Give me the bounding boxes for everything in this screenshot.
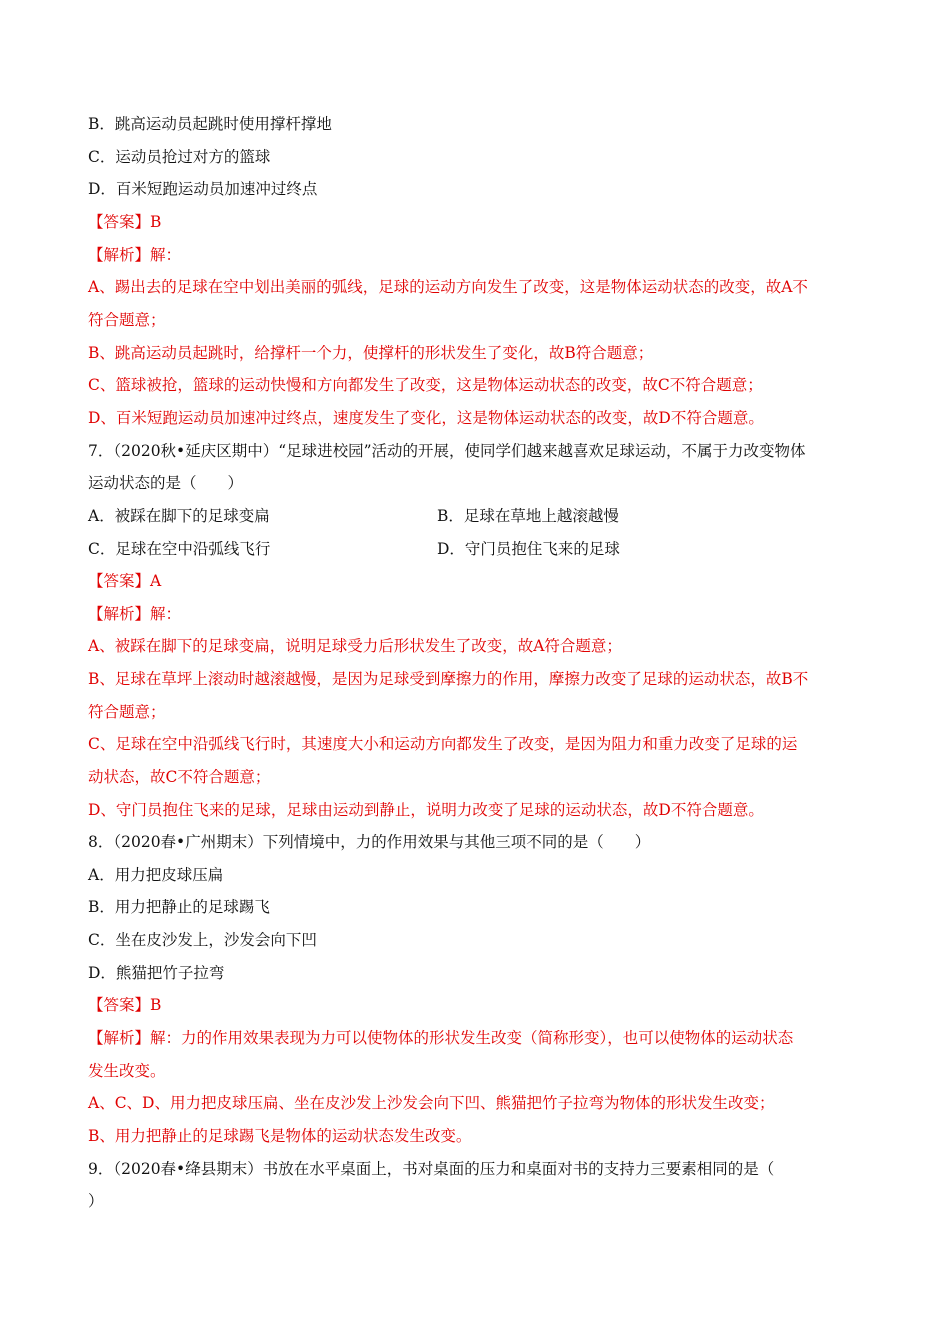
q7-analysis-line: 符合题意； [88, 703, 166, 721]
q9-stem: 9．（2020春•绛县期末）书放在水平桌面上，书对桌面的压力和桌面对书的支持力三要素相同的是（ [88, 1160, 775, 1178]
q7-analysis-line: B、足球在草坪上滚动时越滚越慢，是因为足球受到摩擦力的作用，摩擦力改变了足球的运动状态，故B不 [88, 670, 809, 688]
q7-analysis-header [88, 603, 181, 625]
answer-value: A [150, 572, 162, 590]
q7-option-b: B．足球在草地上越滚越慢 [437, 507, 619, 525]
q6-analysis-line: A、踢出去的足球在空中划出美丽的弧线，足球的运动方向发生了改变，这是物体运动状态的改变，故A不 [88, 278, 808, 296]
q6-answer [88, 211, 161, 233]
q8-option-c: C．坐在皮沙发上，沙发会向下凹 [88, 931, 317, 949]
analysis-tag: 【解析】 [88, 246, 151, 264]
q6-option-d: D．百米短跑运动员加速冲过终点 [88, 180, 318, 198]
q8-analysis-line: B、用力把静止的足球踢飞是物体的运动状态发生改变。 [88, 1127, 472, 1145]
q7-analysis-line: 动状态，故C不符合题意； [88, 768, 271, 786]
q6-analysis-line: D、百米短跑运动员加速冲过终点，速度发生了变化，这是物体运动状态的改变，故D不符合题意。 [88, 409, 764, 427]
q6-option-b: B．跳高运动员起跳时使用撑杆撑地 [88, 115, 332, 133]
q7-analysis-line: A、被踩在脚下的足球变扁，说明足球受力后形状发生了改变，故A符合题意； [88, 637, 622, 655]
q8-stem: 8．（2020春•广州期末）下列情境中，力的作用效果与其他三项不同的是（ ） [88, 833, 651, 851]
q8-option-b: B．用力把静止的足球踢飞 [88, 898, 270, 916]
answer-value: B [150, 213, 162, 231]
q7-option-d: D．守门员抱住飞来的足球 [437, 540, 620, 558]
q8-analysis-header [88, 1027, 793, 1049]
q7-option-a: A．被踩在脚下的足球变扁 [88, 507, 270, 525]
q8-analysis-line: A、C、D、用力把皮球压扁、坐在皮沙发上沙发会向下凹、熊猫把竹子拉弯为物体的形状发生改变； [88, 1094, 775, 1112]
analysis-first-line: 解：力的作用效果表现为力可以使物体的形状发生改变（简称形变），也可以使物体的运动状态 [150, 1029, 794, 1047]
analysis-tag: 【解析】 [88, 1029, 151, 1047]
q7-answer [88, 570, 161, 592]
analysis-intro: 解： [150, 246, 182, 264]
q8-option-a: A．用力把皮球压扁 [88, 866, 224, 884]
q6-analysis-line: B、跳高运动员起跳时，给撑杆一个力，使撑杆的形状发生了变化，故B符合题意； [88, 344, 654, 362]
analysis-intro: 解： [150, 605, 182, 623]
answer-tag: 【答案】 [88, 572, 151, 590]
q6-analysis-header [88, 244, 181, 266]
q6-option-c: C．运动员抢过对方的篮球 [88, 148, 271, 166]
analysis-tag: 【解析】 [88, 605, 151, 623]
q9-stem-cont: ） [88, 1192, 104, 1210]
q7-option-c: C．足球在空中沿弧线飞行 [88, 540, 271, 558]
q6-analysis-line: 符合题意； [88, 311, 166, 329]
q7-analysis-line: D、守门员抱住飞来的足球，足球由运动到静止，说明力改变了足球的运动状态，故D不符合题意。 [88, 801, 764, 819]
q7-stem-cont: 运动状态的是（ ） [88, 474, 244, 492]
q8-option-d: D．熊猫把竹子拉弯 [88, 964, 225, 982]
q8-analysis-line: 发生改变。 [88, 1062, 166, 1080]
q7-analysis-line: C、足球在空中沿弧线飞行时，其速度大小和运动方向都发生了改变，是因为阻力和重力改变了足球的运 [88, 735, 798, 753]
answer-value: B [150, 996, 162, 1014]
answer-tag: 【答案】 [88, 996, 151, 1014]
q7-stem: 7．（2020秋•延庆区期中）“足球进校园”活动的开展，使同学们越来越喜欢足球运动，不属于力改变物体 [88, 442, 806, 460]
answer-tag: 【答案】 [88, 213, 151, 231]
q6-analysis-line: C、篮球被抢，篮球的运动快慢和方向都发生了改变，这是物体运动状态的改变，故C不符合题意； [88, 376, 763, 394]
q8-answer [88, 994, 161, 1016]
